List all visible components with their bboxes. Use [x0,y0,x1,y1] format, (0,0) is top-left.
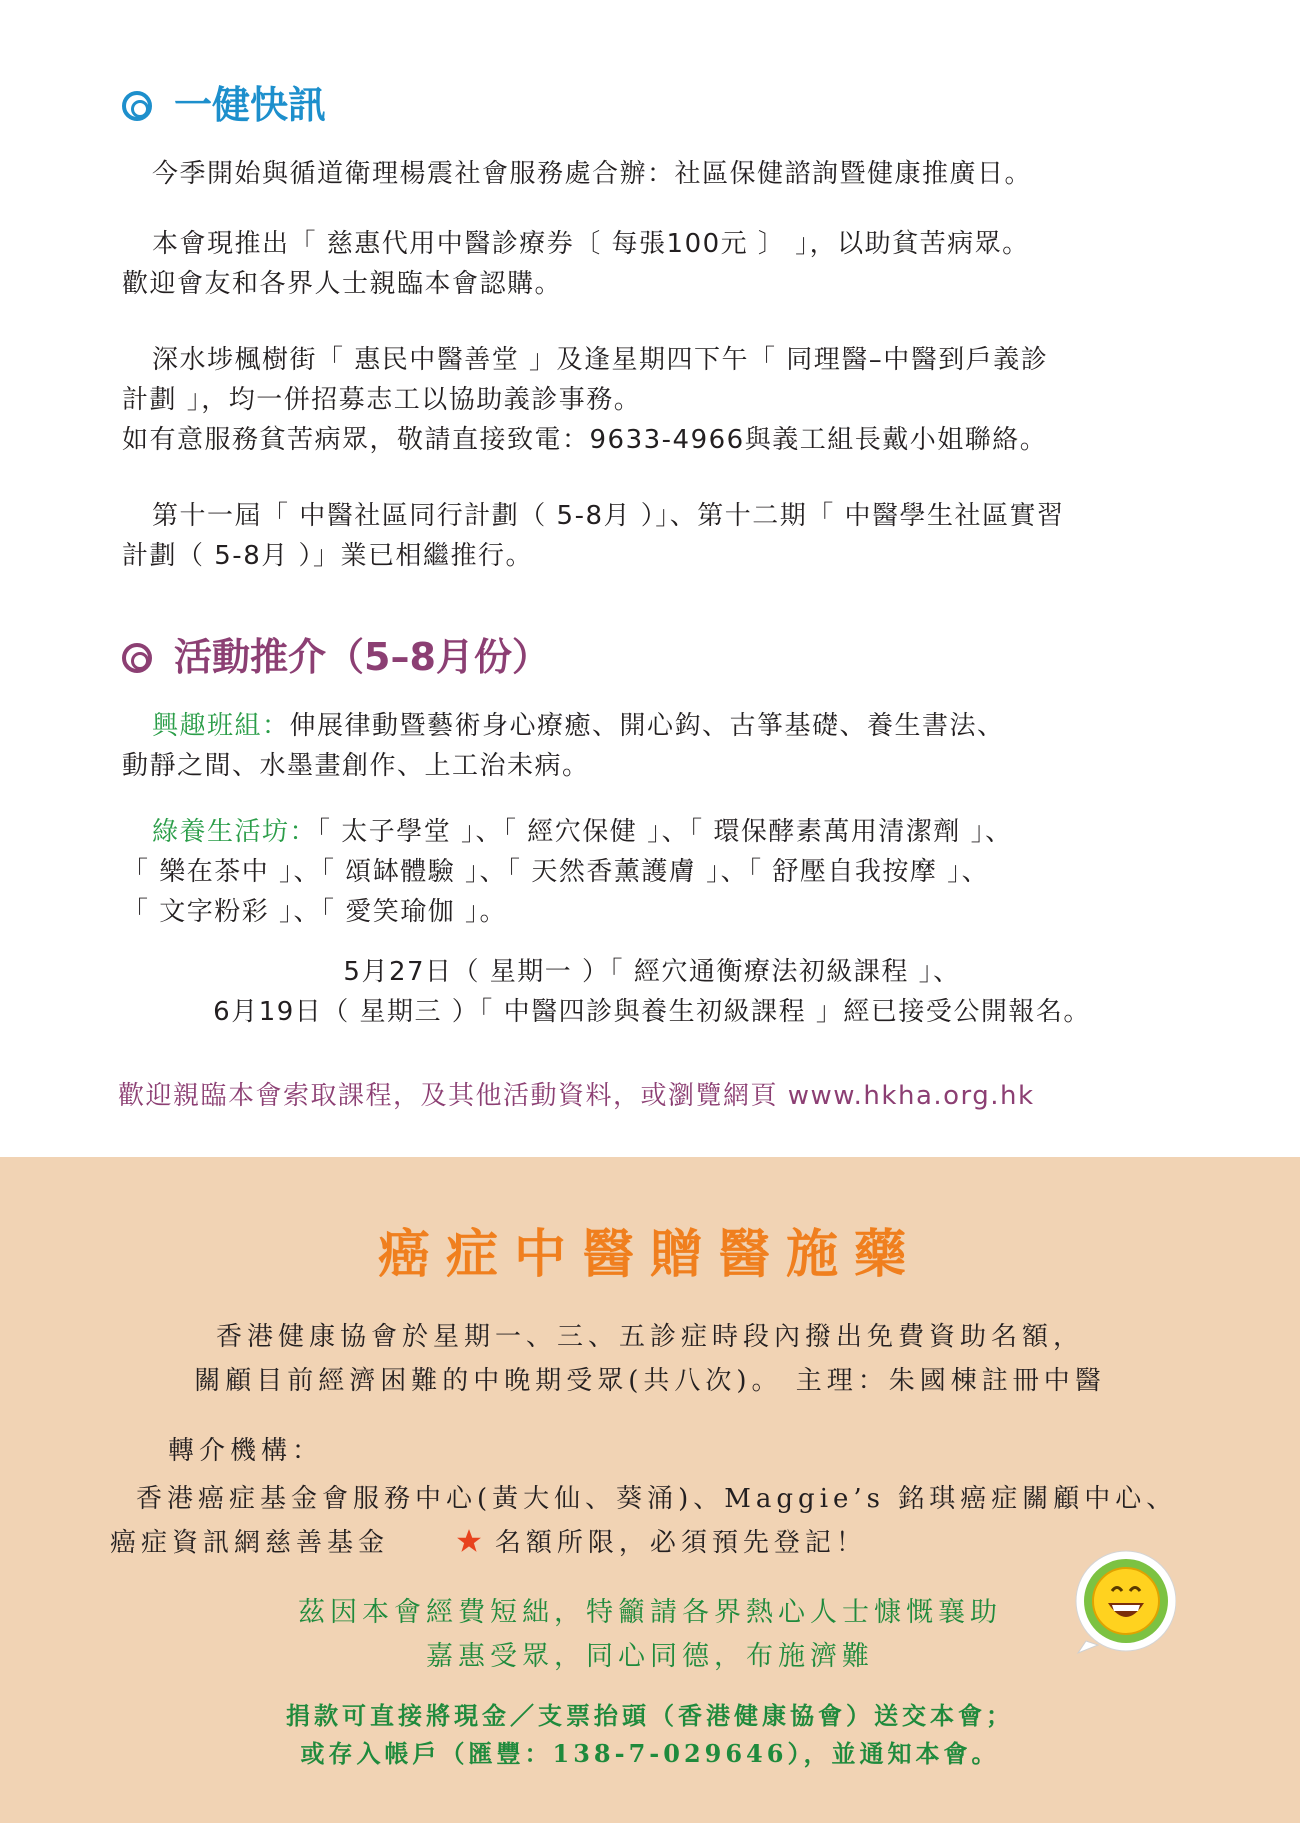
funding-appeal: 茲因本會經費短絀，特籲請各界熱心人士慷慨襄助 嘉惠受眾，同心同德，布施濟難 [298,1597,1002,1672]
cancer-section [0,1157,1300,1823]
news-paragraph-2: 本會現推出「 慈惠代用中醫診療券〔 每張100元 〕 」，以助貧苦病眾。 歡迎會友和各界人士親臨本會認購。 [122,229,1030,299]
donation-info: 捐款可直接將現金／支票抬頭（香港健康協會）送交本會； 或存入帳戶（匯豐：138-7-029646），並通知本會。 [286,1701,1014,1768]
activities-heading: 活動推介（5–8月份） [122,632,550,682]
news-heading: 一健快訊 [122,80,326,130]
star-icon [456,1528,482,1554]
referral-organizations: 香港癌症基金會服務中心(黃大仙、葵涌)、Maggie’s 銘琪癌症關顧中心、 癌症資訊網慈善基金 名額所限，必須預先登記！ [110,1484,1178,1558]
website-notice: 歡迎親臨本會索取課程，及其他活動資料，或瀏覽網頁 www.hkha.org.hk [118,1081,1035,1111]
news-paragraph-1: 今季開始與循道衛理楊震社會服務處合辦：社區保健諮詢暨健康推廣日。 [152,159,1033,189]
interest-classes: 興趣班組：伸展律動暨藝術身心療癒、開心鈎、古箏基礎、養生書法、 動靜之間、水墨畫創作、上工治未病。 [122,711,1005,781]
interest-label: 興趣班組： [152,711,290,741]
cancer-paragraph: 香港健康協會於星期一、三、五診症時段內撥出免費資助名額， 關顧目前經濟困難的中晚期受眾(共八次)。 主理：朱國棟註冊中醫 [194,1322,1106,1396]
double-circle-icon [122,643,152,673]
double-circle-icon [122,91,152,121]
cancer-title: 癌症中醫贈醫施藥 [377,1224,922,1285]
green-living-label: 綠養生活坊： [152,817,318,847]
smiley-chat-icon [1068,1549,1176,1657]
green-living-workshops: 綠養生活坊：「 太子學堂 」、「 經穴保健 」、「 環保酵素萬用清潔劑 」、 「 樂在茶中 」、「 頌缽體驗 」、「 天然香薰護膚 」、「 舒壓自我按摩 」、 「 文字粉彩 」、「 愛笑瑜伽 」。 [122,817,1013,927]
news-paragraph-3: 深水埗楓樹街「 惠民中醫善堂 」及逢星期四下午「 同理醫–中醫到戶義診 計劃 」，均一併招募志工以協助義診事務。 如有意服務貧苦病眾，敬請直接致電：9633-4966與義工組長戴小姐聯絡。 [122,345,1049,455]
referral-label: 轉介機構： [168,1436,324,1466]
course-registration: 5月27日（ 星期一 ）「 經穴通衡療法初級課程 」、 6月19日（ 星期三 ）「 中醫四診與養生初級課程 」經已接受公開報名。 [213,957,1091,1027]
news-paragraph-4: 第十一屆「 中醫社區同行計劃（ 5-8月 ）」、第十二期「 中醫學生社區實習 計劃（ 5-8月 ）」業已相繼推行。 [122,501,1065,571]
